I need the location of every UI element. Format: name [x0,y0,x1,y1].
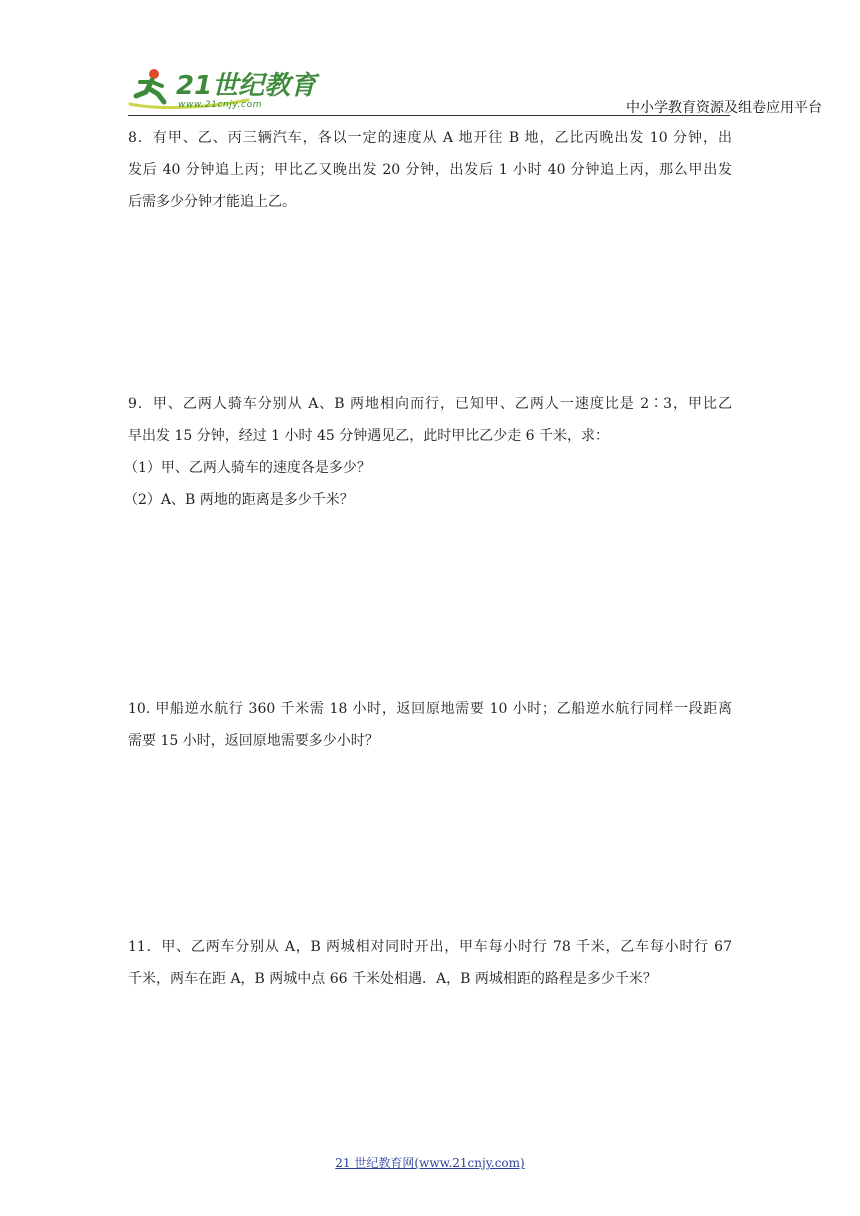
logo[interactable] [128,66,317,112]
question-line: 8．有甲、乙、丙三辆汽车，各以一定的速度从 A 地开往 B 地，乙比丙晚出发 10 分钟，出 [128,130,732,146]
page-footer [0,1154,860,1171]
question-line: 早出发 15 分钟，经过 1 小时 45 分钟遇见乙，此时甲比乙少走 6 千米，求： [128,428,610,444]
question-line: 10. 甲船逆水航行 360 千米需 18 小时，返回原地需要 10 小时；乙船逆水航行同样一段距离 [128,701,732,717]
logo-text: 21世纪教育 [176,71,317,101]
footer-link[interactable]: 21 世纪教育网(www.21cnjy.com) [335,1156,525,1170]
logo-url: www.21cnjy.com [178,100,263,110]
platform-name: 中小学教育资源及组卷应用平台 [626,100,822,116]
question-line: 9．甲、乙两人骑车分别从 A、B 两地相向而行，已知甲、乙两人一速度比是 2∶3，甲比乙 [128,396,732,412]
question-10 [128,693,732,757]
question-line: 后需多少分钟才能追上乙。 [128,194,296,210]
question-11 [128,931,732,995]
question-line: 11．甲、乙两车分别从 A，B 两城相对同时开出，甲车每小时行 78 千米，乙车每小时行 67 [128,939,732,955]
page-header [0,0,860,120]
question-line: 发后 40 分钟追上丙；甲比乙又晚出发 20 分钟，出发后 1 小时 40 分钟追上丙，那么甲出发 [128,162,732,178]
header-divider [128,115,730,116]
question-line: 千米，两车在距 A，B 两城中点 66 千米处相遇．A，B 两城相距的路程是多少千米？ [128,971,657,987]
sub-question-2: （2）A、B 两地的距离是多少千米？ [124,492,354,508]
question-9 [124,388,732,516]
question-line: 需要 15 小时，返回原地需要多少小时？ [128,733,379,749]
sub-question-1: （1）甲、乙两人骑车的速度各是多少？ [124,460,371,476]
question-8 [128,122,732,218]
